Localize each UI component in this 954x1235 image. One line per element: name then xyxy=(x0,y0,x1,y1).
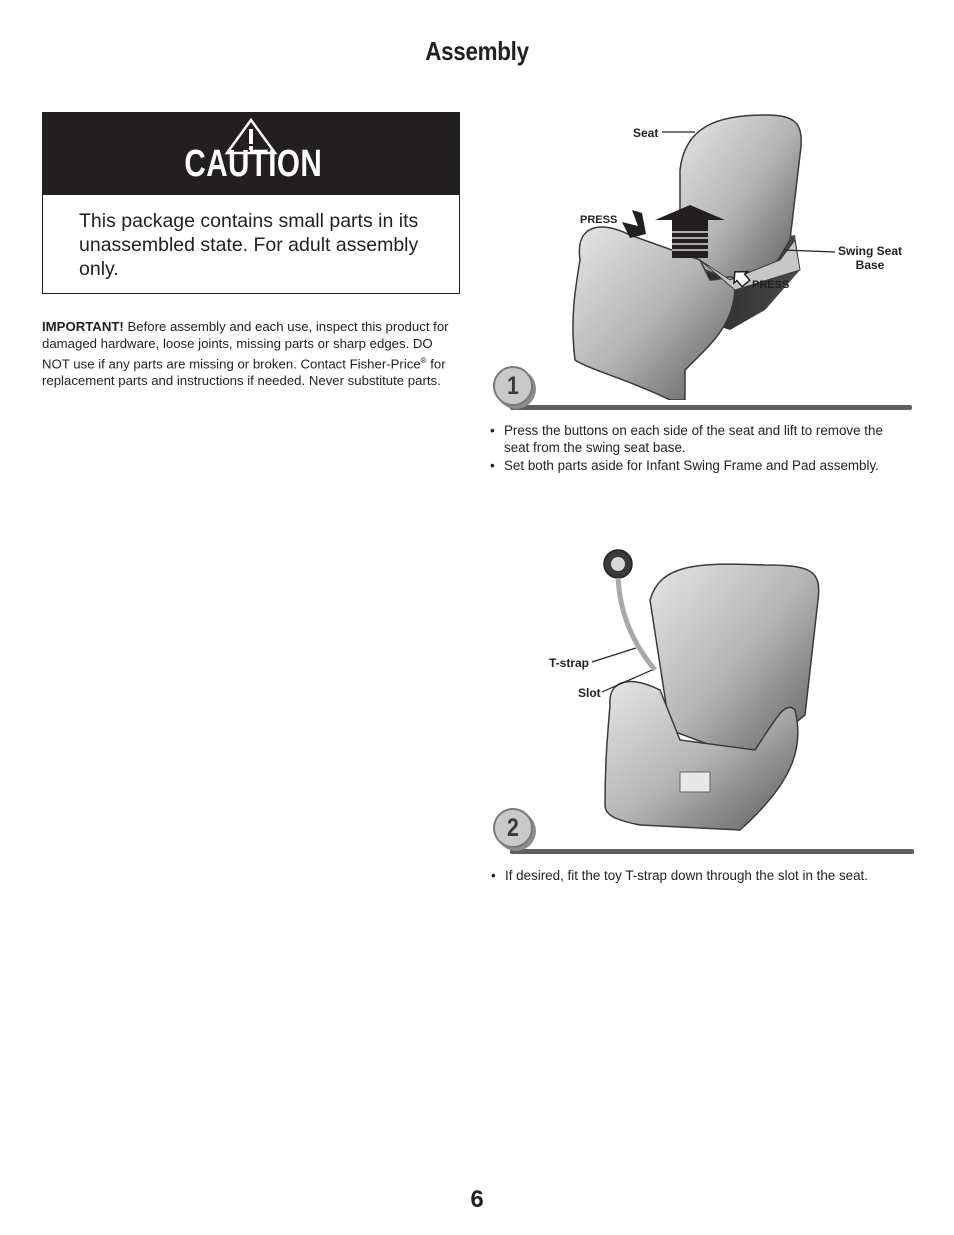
press-label-right: PRESS xyxy=(752,279,790,291)
press-label-left: PRESS xyxy=(580,214,618,226)
seat-label: Seat xyxy=(633,126,659,140)
caution-heading-wrap xyxy=(0,143,506,186)
t-strap-label: T-strap xyxy=(549,656,590,670)
step2-number: 2 xyxy=(507,814,519,842)
slot-label: Slot xyxy=(578,686,601,700)
step1-instruction: • Press the buttons on each side of the seat and lift to remove the seat from the swing seat base. xyxy=(490,422,910,456)
swing-seat-base-label: Swing Seat Base xyxy=(837,244,902,272)
important-notice xyxy=(42,318,462,389)
registered-mark: ® xyxy=(420,356,427,365)
page-title: Assembly xyxy=(425,36,529,66)
step2-instructions xyxy=(491,867,911,885)
page-number: 6 xyxy=(470,1186,484,1213)
step2-instruction: • If desired, fit the toy T-strap down through the slot in the seat. xyxy=(491,867,911,884)
step1-instruction: • Set both parts aside for Infant Swing Frame and Pad assembly. xyxy=(490,457,910,474)
caution-box xyxy=(42,112,460,294)
step1-number-badge xyxy=(493,366,533,406)
important-text: Before assembly and each use, inspect this product for damaged hardware, loose joints, missing parts or sharp edges. DO NOT use if any parts are missing or broken. Contact Fisher-Price xyxy=(42,319,449,372)
caution-text: This package contains small parts in its unassembled state. For adult assembly only. xyxy=(79,210,419,280)
step1-number: 1 xyxy=(507,372,519,400)
important-label: IMPORTANT! xyxy=(42,319,124,334)
caution-heading: CAUTION xyxy=(184,143,322,185)
step1-instructions xyxy=(490,422,910,475)
step2-number-badge xyxy=(493,808,533,848)
step1-rule xyxy=(510,405,912,410)
step2-illustration xyxy=(580,540,830,835)
important-text-after: for replacement parts and instructions if needed. Never substitute parts. xyxy=(42,356,446,389)
step2-rule xyxy=(510,849,914,854)
